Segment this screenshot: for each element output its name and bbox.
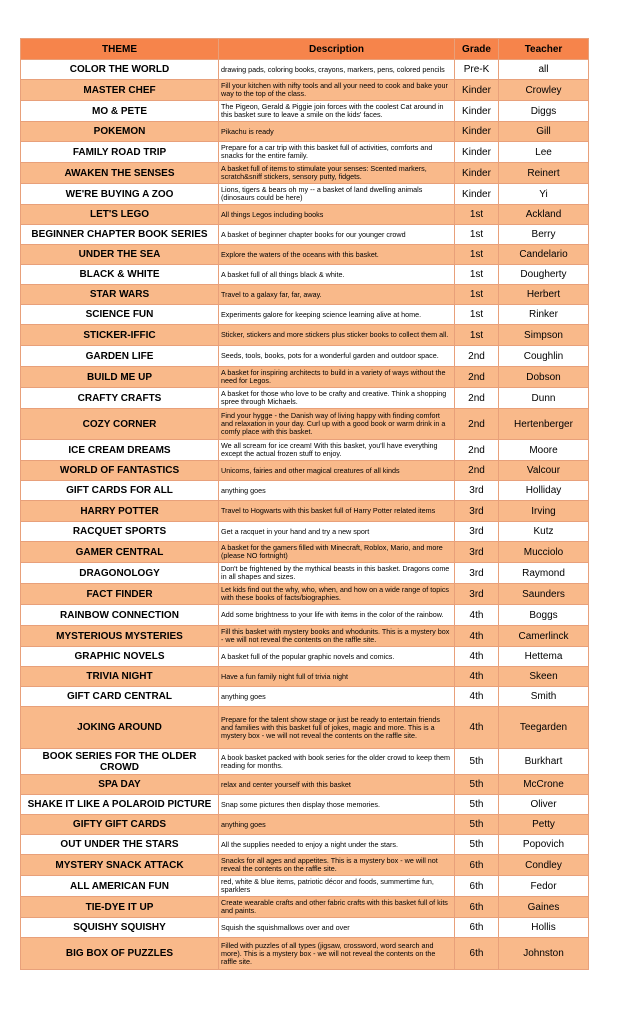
theme-cell: MYSTERIOUS MYSTERIES xyxy=(21,626,219,647)
table-row xyxy=(21,388,589,409)
description-cell: anything goes xyxy=(219,815,455,835)
description-cell: Explore the waters of the oceans with this basket. xyxy=(219,245,455,265)
teacher-cell: Boggs xyxy=(499,605,589,626)
header-row xyxy=(21,39,589,60)
theme-cell: STICKER-IFFIC xyxy=(21,325,219,346)
table-row xyxy=(21,605,589,626)
teacher-cell: Mucciolo xyxy=(499,542,589,563)
description-cell: Prepare for the talent show stage or just be ready to entertain friends and families with this basket full of jokes, magic and more. This is a mystery box - we will not reveal the contents on the raffle site. xyxy=(219,707,455,749)
table-row xyxy=(21,101,589,122)
grade-cell: 5th xyxy=(455,815,499,835)
teacher-cell: Skeen xyxy=(499,667,589,687)
description-cell: A basket for those who love to be crafty and creative. Think a shopping spree through Michaels. xyxy=(219,388,455,409)
grade-cell: 2nd xyxy=(455,346,499,367)
theme-cell: RACQUET SPORTS xyxy=(21,522,219,542)
theme-cell: TIE-DYE IT UP xyxy=(21,897,219,918)
teacher-cell: Holliday xyxy=(499,481,589,501)
description-cell: Travel to a galaxy far, far, away. xyxy=(219,285,455,305)
teacher-cell: Saunders xyxy=(499,584,589,605)
teacher-cell: Kutz xyxy=(499,522,589,542)
table-row xyxy=(21,687,589,707)
description-cell: drawing pads, coloring books, crayons, markers, pens, colored pencils xyxy=(219,60,455,80)
description-cell: Filled with puzzles of all types (jigsaw, crossword, word search and more). This is a mystery box - we will not reveal the contents on the raffle site. xyxy=(219,938,455,970)
description-cell: anything goes xyxy=(219,687,455,707)
theme-cell: BIG BOX OF PUZZLES xyxy=(21,938,219,970)
theme-cell: CRAFTY CRAFTS xyxy=(21,388,219,409)
header-teacher: Teacher xyxy=(499,39,589,60)
theme-cell: OUT UNDER THE STARS xyxy=(21,835,219,855)
teacher-cell: Dunn xyxy=(499,388,589,409)
teacher-cell: Dobson xyxy=(499,367,589,388)
grade-cell: 6th xyxy=(455,855,499,876)
description-cell: Snap some pictures then display those memories. xyxy=(219,795,455,815)
theme-cell: SPA DAY xyxy=(21,775,219,795)
description-cell: Experiments galore for keeping science learning alive at home. xyxy=(219,305,455,325)
grade-cell: 2nd xyxy=(455,440,499,461)
grade-cell: Kinder xyxy=(455,122,499,142)
grade-cell: 1st xyxy=(455,325,499,346)
theme-cell: AWAKEN THE SENSES xyxy=(21,163,219,184)
theme-cell: POKEMON xyxy=(21,122,219,142)
teacher-cell: Moore xyxy=(499,440,589,461)
theme-cell: MO & PETE xyxy=(21,101,219,122)
teacher-cell: Gaines xyxy=(499,897,589,918)
table-row xyxy=(21,481,589,501)
teacher-cell: Popovich xyxy=(499,835,589,855)
teacher-cell: Smith xyxy=(499,687,589,707)
table-row xyxy=(21,142,589,163)
table-row xyxy=(21,325,589,346)
table-row xyxy=(21,440,589,461)
theme-cell: ICE CREAM DREAMS xyxy=(21,440,219,461)
description-cell: All the supplies needed to enjoy a night under the stars. xyxy=(219,835,455,855)
teacher-cell: Ackland xyxy=(499,205,589,225)
grade-cell: 6th xyxy=(455,918,499,938)
table-body xyxy=(21,60,589,970)
grade-cell: 4th xyxy=(455,626,499,647)
teacher-cell: Crowley xyxy=(499,80,589,101)
table-row xyxy=(21,245,589,265)
teacher-cell: Camerlinck xyxy=(499,626,589,647)
description-cell: Let kids find out the why, who, when, and how on a wide range of topics with these books of facts/biographies. xyxy=(219,584,455,605)
grade-cell: 4th xyxy=(455,647,499,667)
teacher-cell: Reinert xyxy=(499,163,589,184)
grade-cell: Kinder xyxy=(455,80,499,101)
teacher-cell: Herbert xyxy=(499,285,589,305)
grade-cell: 5th xyxy=(455,749,499,775)
teacher-cell: all xyxy=(499,60,589,80)
teacher-cell: Gill xyxy=(499,122,589,142)
table-row xyxy=(21,285,589,305)
table-row xyxy=(21,205,589,225)
grade-cell: 4th xyxy=(455,605,499,626)
description-cell: Sticker, stickers and more stickers plus sticker books to collect them all. xyxy=(219,325,455,346)
grade-cell: 6th xyxy=(455,938,499,970)
description-cell: The Pigeon, Gerald & Piggie join forces with the coolest Cat around in this basket sure to leave a smile on the kids' faces. xyxy=(219,101,455,122)
teacher-cell: Hettema xyxy=(499,647,589,667)
description-cell: A basket for inspiring architects to build in a variety of ways without the need for Legos. xyxy=(219,367,455,388)
grade-cell: 1st xyxy=(455,225,499,245)
teacher-cell: Diggs xyxy=(499,101,589,122)
theme-cell: COZY CORNER xyxy=(21,409,219,440)
teacher-cell: Condley xyxy=(499,855,589,876)
table-row xyxy=(21,626,589,647)
theme-cell: FAMILY ROAD TRIP xyxy=(21,142,219,163)
table-row xyxy=(21,163,589,184)
grade-cell: Kinder xyxy=(455,142,499,163)
header-grade: Grade xyxy=(455,39,499,60)
grade-cell: 1st xyxy=(455,245,499,265)
theme-cell: SQUISHY SQUISHY xyxy=(21,918,219,938)
grade-cell: 1st xyxy=(455,205,499,225)
theme-cell: BEGINNER CHAPTER BOOK SERIES xyxy=(21,225,219,245)
teacher-cell: Teegarden xyxy=(499,707,589,749)
theme-cell: JOKING AROUND xyxy=(21,707,219,749)
description-cell: A basket of beginner chapter books for our younger crowd xyxy=(219,225,455,245)
teacher-cell: Burkhart xyxy=(499,749,589,775)
table-row xyxy=(21,938,589,970)
teacher-cell: Oliver xyxy=(499,795,589,815)
theme-cell: BOOK SERIES FOR THE OLDER CROWD xyxy=(21,749,219,775)
teacher-cell: Hollis xyxy=(499,918,589,938)
theme-cell: WE'RE BUYING A ZOO xyxy=(21,184,219,205)
table-row xyxy=(21,305,589,325)
description-cell: Travel to Hogwarts with this basket full of Harry Potter related items xyxy=(219,501,455,522)
table-row xyxy=(21,897,589,918)
theme-cell: COLOR THE WORLD xyxy=(21,60,219,80)
description-cell: All things Legos including books xyxy=(219,205,455,225)
table-row xyxy=(21,522,589,542)
teacher-cell: Petty xyxy=(499,815,589,835)
teacher-cell: McCrone xyxy=(499,775,589,795)
teacher-cell: Johnston xyxy=(499,938,589,970)
grade-cell: 1st xyxy=(455,285,499,305)
theme-cell: FACT FINDER xyxy=(21,584,219,605)
table-row xyxy=(21,501,589,522)
grade-cell: 3rd xyxy=(455,542,499,563)
table-row xyxy=(21,367,589,388)
theme-cell: LET'S LEGO xyxy=(21,205,219,225)
description-cell: Seeds, tools, books, pots for a wonderful garden and outdoor space. xyxy=(219,346,455,367)
table-row xyxy=(21,60,589,80)
header-description: Description xyxy=(219,39,455,60)
table-row xyxy=(21,667,589,687)
teacher-cell: Lee xyxy=(499,142,589,163)
teacher-cell: Berry xyxy=(499,225,589,245)
description-cell: relax and center yourself with this basket xyxy=(219,775,455,795)
description-cell: Snacks for all ages and appetites. This is a mystery box - we will not reveal the contents on the raffle site. xyxy=(219,855,455,876)
grade-cell: 2nd xyxy=(455,461,499,481)
description-cell: We all scream for ice cream! With this basket, you'll have everything except the actual frozen stuff to enjoy. xyxy=(219,440,455,461)
table-row xyxy=(21,795,589,815)
grade-cell: 3rd xyxy=(455,563,499,584)
theme-cell: MYSTERY SNACK ATTACK xyxy=(21,855,219,876)
theme-cell: STAR WARS xyxy=(21,285,219,305)
theme-cell: HARRY POTTER xyxy=(21,501,219,522)
grade-cell: 3rd xyxy=(455,584,499,605)
theme-cell: RAINBOW CONNECTION xyxy=(21,605,219,626)
description-cell: A basket for the gamers filled with Minecraft, Roblox, Mario, and more (please NO fortnight) xyxy=(219,542,455,563)
teacher-cell: Yi xyxy=(499,184,589,205)
grade-cell: 4th xyxy=(455,667,499,687)
theme-cell: ALL AMERICAN FUN xyxy=(21,876,219,897)
header-theme: THEME xyxy=(21,39,219,60)
description-cell: Squish the squishmallows over and over xyxy=(219,918,455,938)
table-row xyxy=(21,346,589,367)
grade-cell: 3rd xyxy=(455,501,499,522)
grade-cell: 1st xyxy=(455,265,499,285)
table-row xyxy=(21,775,589,795)
grade-cell: 3rd xyxy=(455,522,499,542)
theme-cell: GIFT CARD CENTRAL xyxy=(21,687,219,707)
description-cell: Fill this basket with mystery books and whodunits. This is a mystery box - we will not reveal the contents on the raffle site. xyxy=(219,626,455,647)
table-row xyxy=(21,225,589,245)
theme-cell: MASTER CHEF xyxy=(21,80,219,101)
baskets-table xyxy=(20,38,589,970)
grade-cell: Kinder xyxy=(455,163,499,184)
theme-cell: GAMER CENTRAL xyxy=(21,542,219,563)
table-row xyxy=(21,647,589,667)
teacher-cell: Fedor xyxy=(499,876,589,897)
grade-cell: 2nd xyxy=(455,409,499,440)
description-cell: Create wearable crafts and other fabric crafts with this basket full of kits and paints. xyxy=(219,897,455,918)
grade-cell: 4th xyxy=(455,687,499,707)
description-cell: A book basket packed with book series for the older crowd to keep them reading for months. xyxy=(219,749,455,775)
description-cell: A basket full of the popular graphic novels and comics. xyxy=(219,647,455,667)
description-cell: Unicorns, fairies and other magical creatures of all kinds xyxy=(219,461,455,481)
grade-cell: Kinder xyxy=(455,101,499,122)
description-cell: red, white & blue items, patriotic décor and foods, summertime fun, sparklers xyxy=(219,876,455,897)
description-cell: Fill your kitchen with nifty tools and all your need to cook and bake your way to the top of the class. xyxy=(219,80,455,101)
theme-cell: GARDEN LIFE xyxy=(21,346,219,367)
theme-cell: SHAKE IT LIKE A POLAROID PICTURE xyxy=(21,795,219,815)
grade-cell: 6th xyxy=(455,897,499,918)
grade-cell: 2nd xyxy=(455,367,499,388)
theme-cell: BLACK & WHITE xyxy=(21,265,219,285)
theme-cell: GIFT CARDS FOR ALL xyxy=(21,481,219,501)
table-row xyxy=(21,461,589,481)
table-row xyxy=(21,409,589,440)
grade-cell: 3rd xyxy=(455,481,499,501)
table-row xyxy=(21,584,589,605)
description-cell: Don't be frightened by the mythical beasts in this basket. Dragons come in all shapes and sizes. xyxy=(219,563,455,584)
theme-cell: WORLD OF FANTASTICS xyxy=(21,461,219,481)
table-row xyxy=(21,749,589,775)
table-row xyxy=(21,835,589,855)
theme-cell: BUILD ME UP xyxy=(21,367,219,388)
description-cell: Find your hygge - the Danish way of living happy with finding comfort and relaxation in your day. Curl up with a good book or warm drink in a comfy place with this basket. xyxy=(219,409,455,440)
teacher-cell: Dougherty xyxy=(499,265,589,285)
grade-cell: 1st xyxy=(455,305,499,325)
description-cell: Add some brightness to your life with items in the color of the rainbow. xyxy=(219,605,455,626)
table-row xyxy=(21,122,589,142)
description-cell: Lions, tigers & bears oh my -- a basket of land dwelling animals (dinosaurs could be here) xyxy=(219,184,455,205)
description-cell: A basket full of items to stimulate your senses: Scented markers, scratch&sniff stickers, sensory putty, fidgets. xyxy=(219,163,455,184)
grade-cell: Kinder xyxy=(455,184,499,205)
table-row xyxy=(21,707,589,749)
teacher-cell: Hertenberger xyxy=(499,409,589,440)
table-row xyxy=(21,542,589,563)
table-row xyxy=(21,855,589,876)
grade-cell: 5th xyxy=(455,835,499,855)
description-cell: Pikachu is ready xyxy=(219,122,455,142)
description-cell: A basket full of all things black & white. xyxy=(219,265,455,285)
table-row xyxy=(21,80,589,101)
teacher-cell: Candelario xyxy=(499,245,589,265)
theme-cell: SCIENCE FUN xyxy=(21,305,219,325)
table-row xyxy=(21,184,589,205)
table-row xyxy=(21,876,589,897)
description-cell: Have a fun family night full of trivia night xyxy=(219,667,455,687)
table-row xyxy=(21,265,589,285)
teacher-cell: Simpson xyxy=(499,325,589,346)
table-row xyxy=(21,918,589,938)
teacher-cell: Coughlin xyxy=(499,346,589,367)
teacher-cell: Rinker xyxy=(499,305,589,325)
theme-cell: GRAPHIC NOVELS xyxy=(21,647,219,667)
table-row xyxy=(21,815,589,835)
description-cell: Get a racquet in your hand and try a new sport xyxy=(219,522,455,542)
description-cell: Prepare for a car trip with this basket full of activities, comforts and snacks for the entire family. xyxy=(219,142,455,163)
table-row xyxy=(21,563,589,584)
grade-cell: 5th xyxy=(455,795,499,815)
theme-cell: TRIVIA NIGHT xyxy=(21,667,219,687)
grade-cell: 2nd xyxy=(455,388,499,409)
description-cell: anything goes xyxy=(219,481,455,501)
grade-cell: Pre-K xyxy=(455,60,499,80)
grade-cell: 5th xyxy=(455,775,499,795)
grade-cell: 4th xyxy=(455,707,499,749)
teacher-cell: Irving xyxy=(499,501,589,522)
theme-cell: DRAGONOLOGY xyxy=(21,563,219,584)
teacher-cell: Valcour xyxy=(499,461,589,481)
theme-cell: UNDER THE SEA xyxy=(21,245,219,265)
teacher-cell: Raymond xyxy=(499,563,589,584)
grade-cell: 6th xyxy=(455,876,499,897)
theme-cell: GIFTY GIFT CARDS xyxy=(21,815,219,835)
